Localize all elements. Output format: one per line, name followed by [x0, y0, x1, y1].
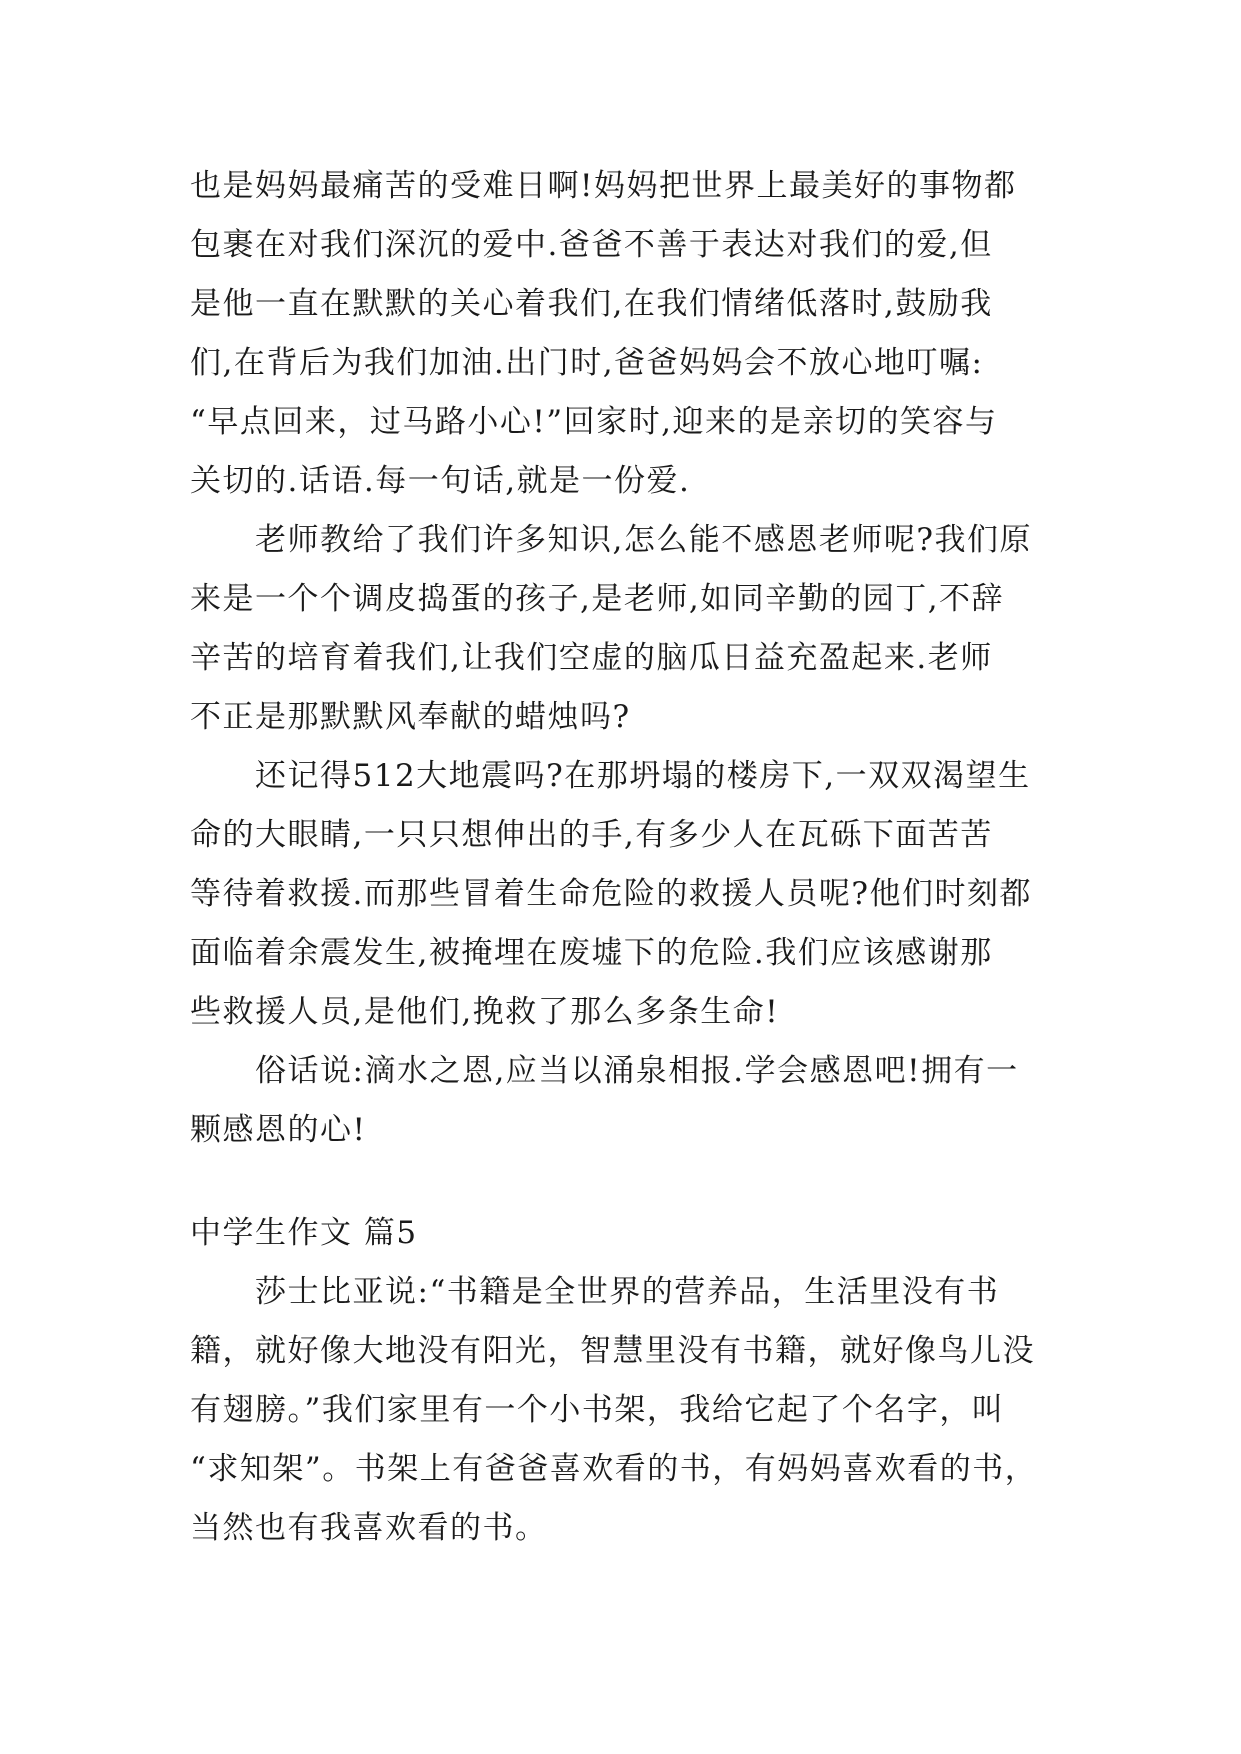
text-line: 命的大眼睛,一只只想伸出的手,有多少人在瓦砾下面苦苦	[190, 817, 993, 853]
text-line: 们,在背后为我们加油.出门时,爸爸妈妈会不放心地叮嘱:	[190, 345, 984, 381]
text-line: 莎士比亚说:“书籍是全世界的营养品，生活里没有书	[255, 1274, 1000, 1310]
text-line: 包裹在对我们深沉的爱中.爸爸不善于表达对我们的爱,但	[190, 227, 993, 263]
text-line: 籍，就好像大地没有阳光，智慧里没有书籍，就好像鸟儿没	[190, 1333, 1035, 1369]
text-line: “早点回来，过马路小心!”回家时,迎来的是亲切的笑容与	[190, 404, 998, 440]
text-line: 些救援人员,是他们,挽救了那么多条生命!	[190, 994, 780, 1030]
text-line: 关切的.话语.每一句话,就是一份爱.	[190, 463, 691, 499]
section-heading: 中学生作文 篇5	[190, 1215, 418, 1251]
text-line: 颗感恩的心!	[190, 1112, 367, 1148]
text-line: 等待着救援.而那些冒着生命危险的救援人员呢?他们时刻都	[190, 876, 1032, 912]
text-line: 还记得512大地震吗?在那坍塌的楼房下,一双双渴望生	[255, 758, 1031, 794]
text-line: 来是一个个调皮捣蛋的孩子,是老师,如同辛勤的园丁,不辞	[190, 581, 1005, 617]
text-line: 当然也有我喜欢看的书。	[190, 1510, 548, 1546]
text-line: 是他一直在默默的关心着我们,在我们情绪低落时,鼓励我	[190, 286, 993, 322]
text-line: 也是妈妈最痛苦的受难日啊!妈妈把世界上最美好的事物都	[190, 168, 1017, 204]
text-line: 面临着余震发生,被掩埋在废墟下的危险.我们应该感谢那	[190, 935, 993, 971]
text-line: 辛苦的培育着我们,让我们空虚的脑瓜日益充盈起来.老师	[190, 640, 993, 676]
text-line: 老师教给了我们许多知识,怎么能不感恩老师呢?我们原	[255, 522, 1032, 558]
text-line: 不正是那默默风奉献的蜡烛吗?	[190, 699, 631, 735]
text-line: “求知架”。书架上有爸爸喜欢看的书，有妈妈喜欢看的书，	[190, 1451, 1038, 1487]
text-line: 俗话说:滴水之恩,应当以涌泉相报.学会感恩吧!拥有一	[255, 1053, 1019, 1089]
text-line: 有翅膀。”我们家里有一个小书架，我给它起了个名字，叫	[190, 1392, 1005, 1428]
